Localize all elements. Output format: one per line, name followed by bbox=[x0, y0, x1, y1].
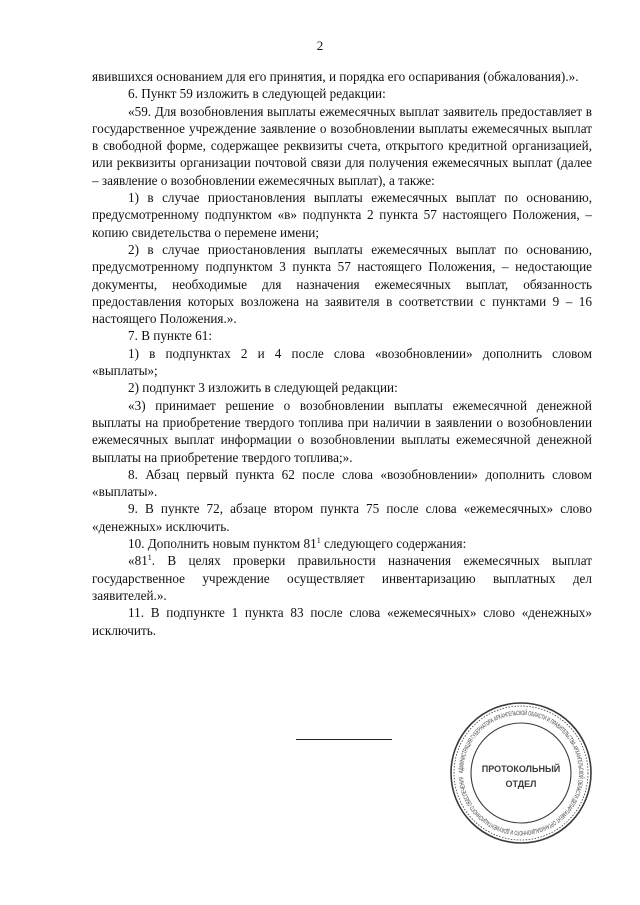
paragraph: 6. Пункт 59 изложить в следующей редакции: bbox=[128, 86, 386, 102]
paragraph: 7. В пункте 61: bbox=[128, 328, 212, 344]
paragraph: «3) принимает решение о возобновлении выплаты ежемесячной денежной выплаты на приобретение твердого топлива при наличии в заявлении о возобновлении ежемесячных выплат информации о возобновлении выплаты ежемесячной денежной выплаты на приобретение твердого топлива;». bbox=[92, 397, 592, 465]
item10-text-after: следующего содержания: bbox=[320, 536, 467, 552]
paragraph: явившихся основанием для его принятия, и порядка его оспаривания (обжалования).». bbox=[92, 69, 579, 84]
page-number: 2 bbox=[316, 38, 324, 53]
item81-text-before: «81 bbox=[128, 553, 148, 569]
paragraph: 1) в подпунктах 2 и 4 после слова «возобновлении» дополнить словом «выплаты»; bbox=[92, 345, 592, 379]
item10-text-before: 10. Дополнить новым пунктом 81 bbox=[128, 536, 317, 552]
paragraph: 8. Абзац первый пункта 62 после слова «возобновлении» дополнить словом «выплаты». bbox=[92, 466, 592, 500]
paragraph: 9. В пункте 72, абзаце втором пункта 75 после слова «ежемесячных» слово «денежных» исключить. bbox=[92, 501, 592, 534]
paragraph: 11. В подпункте 1 пункта 83 после слова «ежемесячных» слово «денежных» исключить. bbox=[92, 605, 592, 638]
stamp-center-line2: ОТДЕЛ bbox=[505, 779, 537, 789]
superscript: 1 bbox=[147, 553, 152, 563]
stamp-ring-text: АДМИНИСТРАЦИЯ ГУБЕРНАТОРА АРХАНГЕЛЬСКОЙ ОБЛАСТИ И ПРАВИТЕЛЬСТВА АРХАНГЕЛЬСКОЙ ОБЛАСТИ ДЕПАРТАМЕНТ ОРГАНИЗАЦИОННОГО И ДОКУМЕНТАЦИОННОГО ОБЕСПЕЧЕНИЯ bbox=[457, 709, 585, 837]
official-stamp bbox=[448, 700, 594, 846]
item81-text-after: . В целях проверки правильности назначения ежемесячных выплат государственное учреждение осуществляет инвентаризацию выплатных дел заявителей.». bbox=[92, 553, 592, 603]
paragraph: 2) в случае приостановления выплаты ежемесячных выплат по основанию, предусмотренному подпунктом 3 пункта 57 настоящего Положения, – недостающие документы, необходимые для назначения ежемесячных выплат, обязанность предоставления которых возложена на заявителя в соответствии с пунктами 9 – 16 настоящего Положения.». bbox=[92, 241, 592, 327]
document-body bbox=[92, 68, 592, 639]
stamp-center-line1: ПРОТОКОЛЬНЫЙ bbox=[481, 764, 561, 774]
paragraph-item-10 bbox=[92, 535, 592, 552]
paragraph: 2) подпункт 3 изложить в следующей редакции: bbox=[128, 380, 398, 396]
end-separator-line bbox=[296, 739, 392, 740]
superscript: 1 bbox=[316, 536, 321, 546]
paragraph: 1) в случае приостановления выплаты ежемесячных выплат по основанию, предусмотренному подпунктом «в» подпункта 2 пункта 57 настоящего Положения, – копию свидетельства о перемене имени; bbox=[92, 190, 592, 240]
paragraph-item-81-1 bbox=[92, 552, 592, 604]
paragraph: «59. Для возобновления выплаты ежемесячных выплат заявитель предоставляет в государственное учреждение заявление о возобновлении выплаты ежемесячных выплат в свободной форме, содержащее реквизиты счета, открытого кредитной организацией, или реквизиты организации почтовой связи для получения ежемесячных выплат (далее – заявление о возобновлении ежемесячных выплат), а также: bbox=[92, 103, 592, 188]
